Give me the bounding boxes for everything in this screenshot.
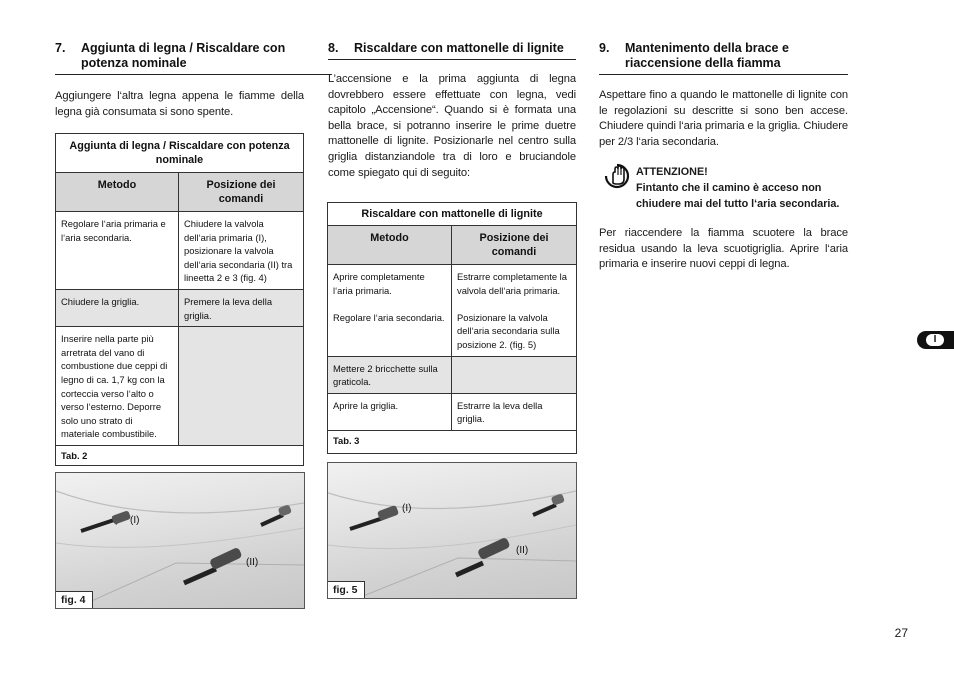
section-title: Aggiunta di legna / Riscaldare con potenza nominale (81, 41, 286, 70)
figure-label: fig. 5 (328, 581, 365, 598)
table-title: Aggiunta di legna / Riscaldare con potenza nominale (56, 134, 304, 173)
table-label: Tab. 2 (56, 445, 304, 465)
section-title: Mantenimento della brace e riaccensione della fiamma (625, 41, 789, 70)
section-9-heading (599, 41, 848, 75)
figure-5 (327, 462, 577, 599)
language-tab-label: I (926, 334, 944, 346)
table-row (328, 393, 577, 430)
section-8-paragraph: L’accensione e la prima aggiunta di legna dovrebbero essere effettuate con legna, vedi capitolo „Accensione“. Quando si è formata una bella brace, si potranno inserire le prime duetre mattonelle di lignite. Posizionarle nel centro sulla griglia distanziandole tra di loro e bruciandole come spiegato qui di seguito: (328, 73, 576, 179)
table-cell-method: Aprire completamente l‘aria primaria. Regolare l‘aria secondaria. (328, 265, 452, 357)
language-tab (917, 331, 954, 349)
table-cell-position: Estrarre la leva della griglia. (452, 393, 577, 430)
table-label: Tab. 3 (328, 430, 577, 453)
figure-label: fig. 4 (56, 591, 93, 608)
section-9-paragraph-1: Aspettare fino a quando le mattonelle di lignite con le regolazioni su descritte si sono ben accese. Chiudere quindi l‘aria primaria e la griglia. Chiudere per 2/3 l‘aria secondaria. (599, 89, 848, 148)
callout-primary-air: (I) (130, 515, 140, 526)
section-number: 9. (599, 41, 610, 55)
table-title: Riscaldare con mattonelle di lignite (328, 203, 577, 226)
figure-4 (55, 472, 305, 609)
stove-controls-illustration (56, 473, 304, 608)
table-cell-position: Chiudere la valvola dell‘aria primaria (I), posizionare la valvola dell‘aria secondaria (II) tra lineetta 2 e 3 (fig. 4) (179, 212, 304, 290)
warning-title: ATTENZIONE! (636, 166, 708, 178)
stove-controls-illustration (328, 463, 576, 598)
table-row (56, 327, 304, 446)
table-2 (55, 133, 304, 466)
callout-secondary-air: (II) (246, 557, 259, 568)
section-7-paragraph: Aggiungere l‘altra legna appena le fiamme della legna già consumata si sono spente. (55, 90, 304, 118)
section-title: Riscaldare con mattonelle di lignite (354, 41, 564, 55)
table-cell-method: Chiudere la griglia. (56, 289, 179, 326)
column-header-position: Posizione dei comandi (179, 173, 304, 212)
table-row (56, 212, 304, 290)
section-9-paragraph-2: Per riaccendere la fiamma scuotere la brace residua usando la leva scuotigriglia. Aprire l‘aria primaria e inserire nuovi ceppi di legna. (599, 227, 848, 271)
callout-primary-air: (I) (402, 503, 412, 514)
warning-text: Fintanto che il camino è acceso non chiudere mai del tutto l‘aria secondaria. (636, 182, 840, 210)
table-cell-method: Mettere 2 bricchette sulla graticola. (328, 356, 452, 393)
section-8-heading (328, 41, 576, 60)
table-cell-position (452, 356, 577, 393)
callout-secondary-air: (II) (516, 545, 529, 556)
section-number: 8. (328, 41, 339, 55)
table-3 (327, 202, 577, 454)
table-cell-method: Aprire la griglia. (328, 393, 452, 430)
column-header-method: Metodo (328, 226, 452, 265)
table-row (328, 265, 577, 357)
table-cell-position: Premere la leva della griglia. (179, 289, 304, 326)
table-cell-position: Estrarre completamente la valvola dell‘aria primaria. Posizionare la valvola dell‘aria secondaria sulla posizione 2. (fig. 5) (452, 265, 577, 357)
table-row (328, 356, 577, 393)
table-cell-method: Inserire nella parte più arretrata del vano di combustione due ceppi di legno di ca. 1,7 kg con la corteccia verso l‘alto o verso l‘esterno. Deporre solo uno strato di materiale combustibile. (56, 327, 179, 446)
column-header-method: Metodo (56, 173, 179, 212)
column-header-position: Posizione dei comandi (452, 226, 577, 265)
section-7-heading (55, 41, 332, 75)
table-row (56, 289, 304, 326)
page-number: 27 (894, 626, 908, 640)
table-cell-method: Regolare l‘aria primaria e l‘aria secondaria. (56, 212, 179, 290)
table-cell-position (179, 327, 304, 446)
warning-hand-icon (603, 163, 633, 189)
section-number: 7. (55, 41, 66, 55)
